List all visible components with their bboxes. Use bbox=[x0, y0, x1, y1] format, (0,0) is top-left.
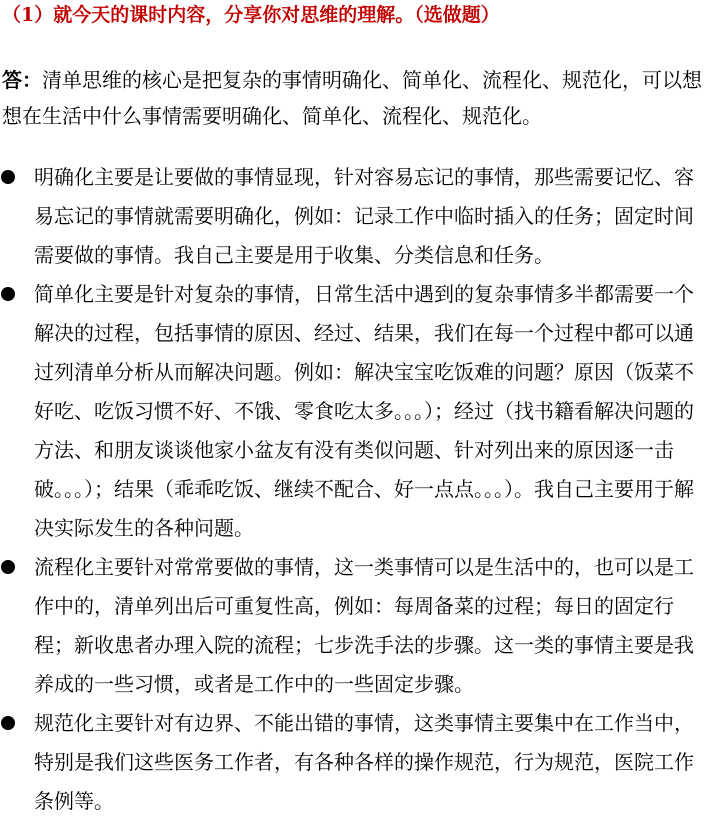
answer-text: 清单思维的核心是把复杂的事情明确化、简单化、流程化、规范化，可以想想在生活中什么事情需要明确化、简单化、流程化、规范化。 bbox=[2, 68, 702, 128]
list-item bbox=[0, 704, 696, 821]
bullet-list bbox=[0, 158, 711, 821]
bullet-dot-icon bbox=[1, 716, 15, 730]
list-item bbox=[0, 158, 696, 275]
list-item-text: 规范化主要针对有边界、不能出错的事情，这类事情主要集中在工作当中，特别是我们这些医务工作者，有各种各样的操作规范，行为规范，医院工作条例等。 bbox=[34, 711, 694, 813]
question-heading: （1）就今天的课时内容，分享你对思维的理解。（选做题） bbox=[2, 4, 500, 26]
list-item bbox=[0, 275, 696, 548]
list-item-text: 简单化主要是针对复杂的事情，日常生活中遇到的复杂事情多半都需要一个解决的过程，包括事情的原因、经过、结果，我们在每一个过程中都可以通过列清单分析从而解决问题。例如：解决宝宝吃饭难的问题？原因（饭菜不好吃、吃饭习惯不好、不饿、零食吃太多。。。）；经过（找书籍看解决问题的方法、和朋友谈谈他家小盆友有没有类似问题、针对列出来的原因逐一击破。。。）；结果（乖乖吃饭、继续不配合、好一点点。。。）。我自己主要用于解决实际发生的各种问题。 bbox=[34, 282, 694, 540]
bullet-dot-icon bbox=[1, 170, 15, 184]
list-item bbox=[0, 548, 696, 704]
answer-label: 答： bbox=[2, 68, 42, 92]
bullet-dot-icon bbox=[1, 560, 15, 574]
bullet-dot-icon bbox=[1, 287, 15, 301]
list-item-text: 流程化主要针对常常要做的事情，这一类事情可以是生活中的，也可以是工作中的，清单列出后可重复性高，例如：每周备菜的过程；每日的固定行程；新收患者办理入院的流程；七步洗手法的步骤。这一类的事情主要是我养成的一些习惯，或者是工作中的一些固定步骤。 bbox=[34, 555, 694, 696]
answer-paragraph bbox=[2, 62, 702, 134]
list-item-text: 明确化主要是让要做的事情显现，针对容易忘记的事情，那些需要记忆、容易忘记的事情就需要明确化，例如：记录工作中临时插入的任务；固定时间需要做的事情。我自己主要是用于收集、分类信息和任务。 bbox=[34, 165, 694, 267]
